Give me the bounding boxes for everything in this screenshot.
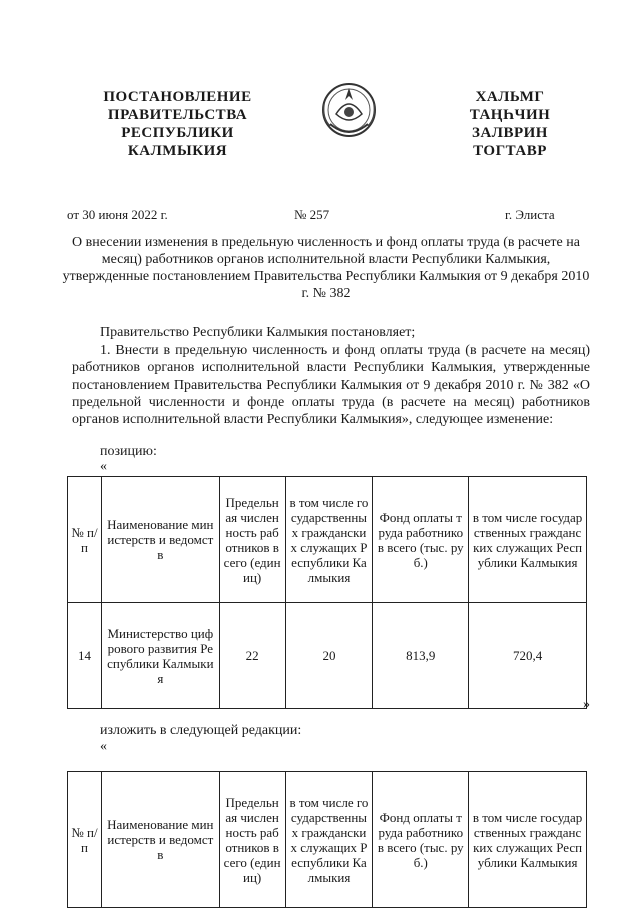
new-position-table (67, 771, 587, 908)
header-right-title (455, 88, 565, 160)
position-label: позицию: (100, 444, 157, 459)
cell-pay-fund-total: 813,9 (373, 603, 469, 709)
intro-sentence: Правительство Республики Калмыкия постановляет; (100, 325, 416, 340)
header-right-line: ТОГТАВР (473, 143, 547, 159)
cell-pay-fund-civil: 720,4 (469, 603, 587, 709)
open-quote: « (100, 459, 107, 474)
close-quote: » (583, 697, 590, 712)
table-row (68, 603, 587, 709)
header-cell-total-staff: Предельная численность работников всего (единиц) (219, 477, 285, 603)
header-cell-name: Наименование министерств и ведомств (101, 772, 219, 908)
header-cell-number: № п/п (68, 477, 102, 603)
header-cell-civil-servants: в том числе государственных гражданских служащих Республики Калмыкия (285, 772, 373, 908)
paragraph-1: 1. Внести в предельную численность и фонд оплаты труда (в расчете на месяц) работников органов исполнительной власти Республики Калмыкия, утвержденные постановлением Правительства Республики Калмыкия от 9 декабря 2010 г. № 382 «О предельной численности и фонде оплаты труда (в расчете на месяц) работников органов исполнительной власти Республики Калмыкия», следующее изменение: (72, 343, 590, 428)
current-position-table (67, 476, 587, 709)
cell-number: 14 (68, 603, 102, 709)
header-cell-pay-fund: Фонд оплаты труда работников всего (тыс. руб.) (373, 477, 469, 603)
header-cell-pay-fund-civil: в том числе государственных гражданских служащих Республики Калмыкия (469, 477, 587, 603)
document-number: № 257 (294, 207, 330, 222)
header-cell-total-staff: Предельная численность работников всего (единиц) (219, 772, 285, 908)
header-left-title (95, 88, 260, 160)
header-right-line: ЗАЛВРИН (472, 125, 548, 141)
document-title: О внесении изменения в предельную численность и фонд оплаты труда (в расчете на месяц) работников органов исполнительной власти Республики Калмыкия, утвержденные постановлением Правительства Республики Калмыкия от 9 декабря 2010 г. № 382 (62, 235, 590, 301)
header-cell-pay-fund: Фонд оплаты труда работников всего (тыс. руб.) (373, 772, 469, 908)
document-date: от 30 июня 2022 г. (67, 207, 168, 222)
header-cell-number: № п/п (68, 772, 102, 908)
header-cell-name: Наименование министерств и ведомств (101, 477, 219, 603)
open-quote-2: « (100, 739, 107, 754)
cell-name: Министерство цифрового развития Республики Калмыкия (101, 603, 219, 709)
coat-of-arms-emblem (318, 74, 380, 146)
header-left-line: КАЛМЫКИЯ (127, 143, 228, 159)
table-header-row (68, 772, 587, 908)
header-cell-pay-fund-civil: в том числе государственных гражданских служащих Республики Калмыкия (469, 772, 587, 908)
table-header-row (68, 477, 587, 603)
header-cell-civil-servants: в том числе государственных гражданских служащих Республики Калмыкия (285, 477, 373, 603)
document-city: г. Элиста (505, 207, 555, 222)
header-right-line: ТАҢҺЧИН (469, 107, 551, 123)
cell-total-staff: 22 (219, 603, 285, 709)
header-left-line: РЕСПУБЛИКИ (121, 125, 234, 141)
header-right-line: ХАЛЬМГ (475, 89, 545, 105)
header-left-line: ПРАВИТЕЛЬСТВА (107, 107, 248, 123)
restate-label: изложить в следующей редакции: (100, 723, 302, 738)
header-left-line: ПОСТАНОВЛЕНИЕ (103, 89, 252, 105)
cell-civil-servants: 20 (285, 603, 373, 709)
